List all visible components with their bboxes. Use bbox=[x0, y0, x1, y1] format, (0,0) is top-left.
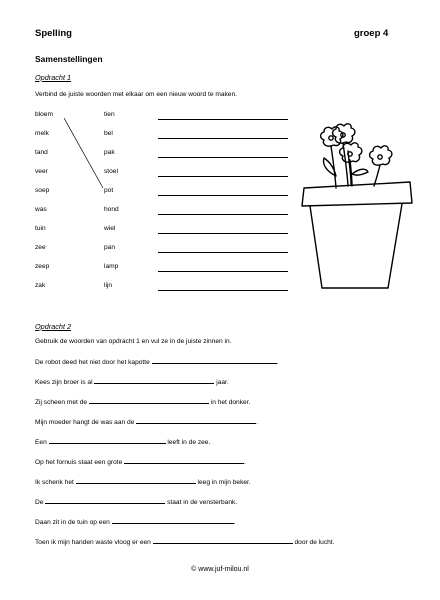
sentence-2 bbox=[35, 377, 229, 386]
left-word: was bbox=[35, 206, 47, 213]
sentence-4 bbox=[35, 417, 258, 426]
right-word: bel bbox=[104, 130, 113, 137]
left-word: melk bbox=[35, 130, 49, 137]
left-word: bloem bbox=[35, 111, 53, 118]
fill-in-blank[interactable] bbox=[76, 477, 196, 484]
sentence-text: door de lucht. bbox=[294, 539, 335, 546]
sentence-5 bbox=[35, 437, 210, 446]
sentence-text: Daan zit in de tuin op een bbox=[35, 519, 110, 526]
sentence-text: . bbox=[256, 419, 259, 426]
fill-in-blank[interactable] bbox=[136, 417, 259, 426]
right-word: pot bbox=[104, 187, 114, 194]
fill-in-blank[interactable] bbox=[124, 457, 244, 464]
right-word: tien bbox=[104, 111, 115, 118]
left-word: veer bbox=[35, 168, 48, 175]
fill-in-blank[interactable] bbox=[45, 497, 165, 504]
right-word: pak bbox=[104, 149, 115, 156]
left-word: zak bbox=[35, 282, 46, 289]
sentence-6 bbox=[35, 457, 246, 466]
sentence-text: Op het fornuis staat een grote bbox=[35, 459, 123, 466]
sentence-text: . bbox=[233, 519, 236, 526]
sentence-text: De robot deed het niet door het kapotte bbox=[35, 359, 150, 366]
fill-in-blank[interactable] bbox=[112, 517, 234, 524]
fill-in-blank[interactable] bbox=[94, 377, 214, 384]
sentence-text: in het donker. bbox=[210, 399, 251, 406]
fill-in-blank[interactable] bbox=[152, 357, 277, 364]
answer-line[interactable] bbox=[158, 119, 288, 120]
answer-line[interactable] bbox=[158, 290, 288, 291]
sentence-text: . bbox=[244, 459, 246, 466]
subject-heading: Spelling bbox=[35, 28, 72, 39]
sentence-7 bbox=[35, 477, 251, 486]
footer-copyright: © www.juf-milou.nl bbox=[191, 566, 249, 573]
group-heading: groep 4 bbox=[354, 28, 389, 39]
sentence-text: De bbox=[35, 499, 44, 506]
answer-line[interactable] bbox=[158, 233, 288, 234]
sentence-8 bbox=[35, 497, 237, 506]
sentence-text: Ik schenk het bbox=[35, 479, 74, 486]
left-word: zee bbox=[35, 244, 46, 251]
answer-line[interactable] bbox=[158, 176, 288, 177]
answer-line[interactable] bbox=[158, 252, 288, 253]
fill-in-blank[interactable] bbox=[89, 397, 209, 404]
sentence-text: Zij scheen met de bbox=[35, 399, 88, 406]
answer-line[interactable] bbox=[158, 214, 288, 215]
answer-line[interactable] bbox=[158, 195, 288, 196]
answer-line[interactable] bbox=[158, 271, 288, 272]
sentence-text: staat in de vensterbank. bbox=[167, 499, 238, 506]
sentence-1 bbox=[35, 357, 278, 366]
opdracht1-label: Opdracht 1 bbox=[35, 73, 72, 82]
answer-line[interactable] bbox=[158, 157, 288, 158]
sentence-text: . bbox=[276, 359, 279, 366]
sentence-text: Mijn moeder hangt de was aan de bbox=[35, 419, 135, 426]
right-word: lamp bbox=[104, 263, 119, 270]
fill-in-blank[interactable] bbox=[49, 437, 166, 444]
opdracht2-instruction: Gebruik de woorden van opdracht 1 en vul ze in de juiste zinnen in. bbox=[35, 338, 232, 345]
left-word: tuin bbox=[35, 225, 46, 232]
sentence-text: jaar. bbox=[216, 379, 229, 386]
left-word: tand bbox=[35, 149, 48, 156]
sentence-3 bbox=[35, 397, 250, 406]
right-word: pan bbox=[104, 244, 116, 251]
sentence-text: Kees zijn broer is al bbox=[35, 379, 93, 386]
sentence-9 bbox=[35, 517, 235, 526]
sentence-text: Een bbox=[35, 439, 47, 446]
flowerpot-icon bbox=[296, 118, 421, 293]
left-word: soep bbox=[35, 187, 50, 194]
right-word: lijn bbox=[104, 282, 113, 289]
right-word: wiel bbox=[104, 225, 116, 232]
right-word: stoel bbox=[104, 168, 118, 175]
sentence-text: leeft in de zee. bbox=[167, 439, 211, 446]
answer-line[interactable] bbox=[158, 138, 288, 139]
sentence-10 bbox=[35, 537, 334, 546]
page-title: Samenstellingen bbox=[35, 54, 103, 64]
opdracht1-instruction: Verbind de juiste woorden met elkaar om een nieuw woord te maken. bbox=[35, 91, 237, 98]
fill-in-blank[interactable] bbox=[153, 537, 293, 544]
right-word: hond bbox=[104, 206, 119, 213]
left-word: zeep bbox=[35, 263, 50, 270]
sentence-text: leeg in mijn beker. bbox=[197, 479, 251, 486]
sentence-text: Toen ik mijn handen waste vloog er een bbox=[35, 539, 151, 546]
opdracht2-label: Opdracht 2 bbox=[35, 322, 72, 331]
